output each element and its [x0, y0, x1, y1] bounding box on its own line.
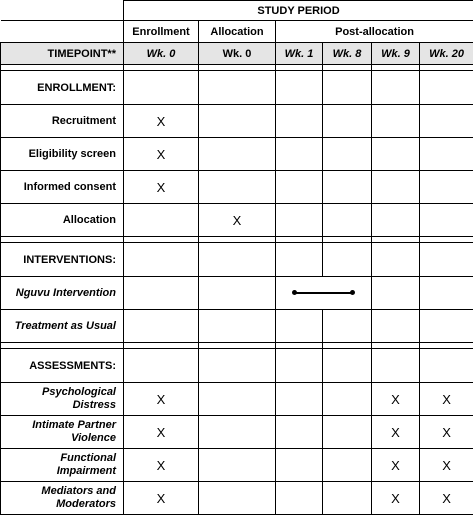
- study-period-heading: STUDY PERIOD: [124, 1, 473, 21]
- empty-cell: [276, 416, 323, 449]
- empty-cell: [276, 349, 323, 383]
- empty-cell: [199, 482, 276, 515]
- schedule-mark: X: [391, 458, 400, 473]
- timepoint-row: [1, 43, 473, 65]
- schedule-mark: X: [157, 147, 166, 162]
- empty-cell: [199, 416, 276, 449]
- schedule-mark-cell: [124, 105, 199, 138]
- schedule-mark: X: [157, 425, 166, 440]
- empty-cell: [199, 171, 276, 204]
- empty-cell: [323, 482, 372, 515]
- empty-cell: [199, 138, 276, 171]
- schedule-mark: X: [157, 491, 166, 506]
- empty-cell: [372, 349, 420, 383]
- empty-cell: [420, 310, 473, 343]
- empty-cell: [199, 277, 276, 310]
- empty-cell: [323, 243, 372, 277]
- intervention-duration-cell: [276, 277, 372, 310]
- schedule-row: [1, 171, 473, 204]
- empty-cell: [276, 105, 323, 138]
- empty-cell: [199, 349, 276, 383]
- empty-cell: [199, 383, 276, 416]
- empty-cell: [276, 204, 323, 237]
- schedule-mark-cell: [372, 482, 420, 515]
- empty-cell: [323, 138, 372, 171]
- schedule-row: [1, 383, 473, 416]
- schedule-mark: X: [157, 392, 166, 407]
- schedule-row: [1, 449, 473, 482]
- intervention-duration-bar: [276, 288, 371, 298]
- timepoint-cell: Wk. 0: [124, 43, 199, 65]
- empty-cell: [323, 105, 372, 138]
- empty-cell: [323, 416, 372, 449]
- section-title-row: [1, 71, 473, 105]
- empty-cell: [420, 171, 473, 204]
- corner-cell: [1, 21, 124, 43]
- schedule-mark-cell: [199, 204, 276, 237]
- empty-cell: [372, 204, 420, 237]
- schedule-row: [1, 310, 473, 343]
- schedule-mark-cell: [420, 416, 473, 449]
- schedule-row: [1, 277, 473, 310]
- empty-cell: [420, 204, 473, 237]
- empty-cell: [372, 310, 420, 343]
- empty-cell: [199, 449, 276, 482]
- empty-cell: [420, 349, 473, 383]
- schedule-mark-cell: [420, 383, 473, 416]
- schedule-mark: X: [442, 392, 451, 407]
- schedule-row: [1, 482, 473, 515]
- row-label: Recruitment: [1, 105, 124, 138]
- empty-cell: [276, 383, 323, 416]
- empty-cell: [420, 243, 473, 277]
- empty-cell: [420, 105, 473, 138]
- timepoint-cell: Wk. 0: [199, 43, 276, 65]
- empty-cell: [199, 310, 276, 343]
- row-label: Intimate Partner Violence: [1, 416, 124, 449]
- timepoint-cell: Wk. 9: [372, 43, 420, 65]
- bar-end-cap: [350, 290, 355, 295]
- schedule-mark-cell: [124, 171, 199, 204]
- group-post-allocation: Post-allocation: [276, 21, 473, 43]
- schedule-mark-cell: [124, 416, 199, 449]
- row-label: Functional Impairment: [1, 449, 124, 482]
- section-title: INTERVENTIONS:: [1, 243, 124, 277]
- section-title-row: [1, 243, 473, 277]
- section-title: ENROLLMENT:: [1, 71, 124, 105]
- empty-cell: [124, 243, 199, 277]
- group-enrollment: Enrollment: [124, 21, 199, 43]
- row-label: Psychological Distress: [1, 383, 124, 416]
- schedule-row: [1, 138, 473, 171]
- schedule-mark-cell: [124, 449, 199, 482]
- schedule-mark: X: [157, 180, 166, 195]
- empty-cell: [276, 449, 323, 482]
- empty-cell: [372, 277, 420, 310]
- schedule-mark: X: [157, 458, 166, 473]
- schedule-mark-cell: [124, 482, 199, 515]
- empty-cell: [372, 105, 420, 138]
- timepoint-cell: Wk. 8: [323, 43, 372, 65]
- section-title: ASSESSMENTS:: [1, 349, 124, 383]
- row-label: Mediators and Moderators: [1, 482, 124, 515]
- empty-cell: [124, 277, 199, 310]
- row-label: Informed consent: [1, 171, 124, 204]
- empty-cell: [276, 138, 323, 171]
- empty-cell: [372, 243, 420, 277]
- bar-line: [294, 292, 353, 294]
- empty-cell: [323, 449, 372, 482]
- empty-cell: [323, 171, 372, 204]
- period-groups-row: [1, 21, 473, 43]
- schedule-mark: X: [442, 425, 451, 440]
- schedule-mark-cell: [372, 416, 420, 449]
- schedule-row: [1, 416, 473, 449]
- group-allocation: Allocation: [199, 21, 276, 43]
- empty-cell: [420, 71, 473, 105]
- schedule-mark: X: [233, 213, 242, 228]
- empty-cell: [420, 138, 473, 171]
- empty-cell: [199, 243, 276, 277]
- empty-cell: [420, 277, 473, 310]
- schedule-mark: X: [391, 425, 400, 440]
- row-label: Nguvu Intervention: [1, 277, 124, 310]
- study-period-row: [1, 1, 473, 21]
- schedule-mark: X: [391, 392, 400, 407]
- empty-cell: [124, 310, 199, 343]
- empty-cell: [323, 71, 372, 105]
- empty-cell: [323, 204, 372, 237]
- schedule-row: [1, 105, 473, 138]
- empty-cell: [124, 204, 199, 237]
- schedule-mark: X: [442, 491, 451, 506]
- section-title-row: [1, 349, 473, 383]
- empty-cell: [372, 171, 420, 204]
- empty-cell: [276, 171, 323, 204]
- timepoint-label: TIMEPOINT**: [1, 43, 124, 65]
- schedule-mark: X: [442, 458, 451, 473]
- schedule-row: [1, 204, 473, 237]
- schedule-mark-cell: [420, 449, 473, 482]
- schedule-mark-cell: [124, 138, 199, 171]
- empty-cell: [124, 71, 199, 105]
- empty-cell: [276, 243, 323, 277]
- empty-cell: [372, 138, 420, 171]
- schedule-mark-cell: [372, 449, 420, 482]
- empty-cell: [276, 310, 323, 343]
- empty-cell: [372, 71, 420, 105]
- row-label: Allocation: [1, 204, 124, 237]
- empty-cell: [323, 349, 372, 383]
- schedule-mark: X: [391, 491, 400, 506]
- row-label: Eligibility screen: [1, 138, 124, 171]
- schedule-mark-cell: [372, 383, 420, 416]
- empty-cell: [124, 349, 199, 383]
- empty-cell: [276, 71, 323, 105]
- schedule-mark-cell: [124, 383, 199, 416]
- empty-cell: [323, 310, 372, 343]
- schedule-mark-cell: [420, 482, 473, 515]
- timepoint-cell: Wk. 20: [420, 43, 473, 65]
- corner-cell: [1, 1, 124, 21]
- empty-cell: [199, 105, 276, 138]
- empty-cell: [199, 71, 276, 105]
- timepoint-cell: Wk. 1: [276, 43, 323, 65]
- empty-cell: [323, 383, 372, 416]
- row-label: Treatment as Usual: [1, 310, 124, 343]
- schedule-mark: X: [157, 114, 166, 129]
- empty-cell: [276, 482, 323, 515]
